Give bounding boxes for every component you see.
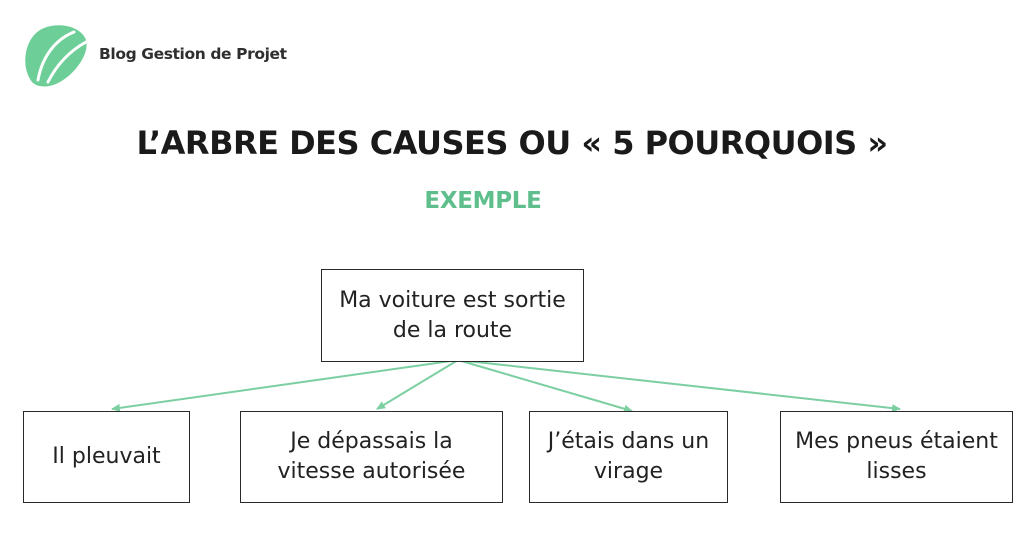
arrow-to-cause-2 [377,360,458,409]
cause-node-4 [780,411,1013,503]
cause-node-label: J’étais dans un virage [547,429,710,484]
arrow-to-cause-1 [112,360,458,409]
root-node [321,269,584,362]
cause-node-label: Je dépassais la vitesse autorisée [277,429,466,484]
page-title: L’ARBRE DES CAUSES OU « 5 POURQUOIS » [136,124,888,162]
cause-node-2 [240,411,503,503]
cause-node-label: Il pleuvait [52,444,161,469]
arrow-to-cause-4 [458,360,900,409]
cause-node-label: Mes pneus étaient lisses [795,429,998,484]
arrow-to-cause-3 [458,360,632,411]
page-subtitle: EXEMPLE [424,188,542,214]
root-node-label: Ma voiture est sortie de la route [339,287,566,343]
cause-node-3 [529,411,728,503]
logo-text: Blog Gestion de Projet [99,45,287,63]
cause-node-1 [23,411,190,503]
